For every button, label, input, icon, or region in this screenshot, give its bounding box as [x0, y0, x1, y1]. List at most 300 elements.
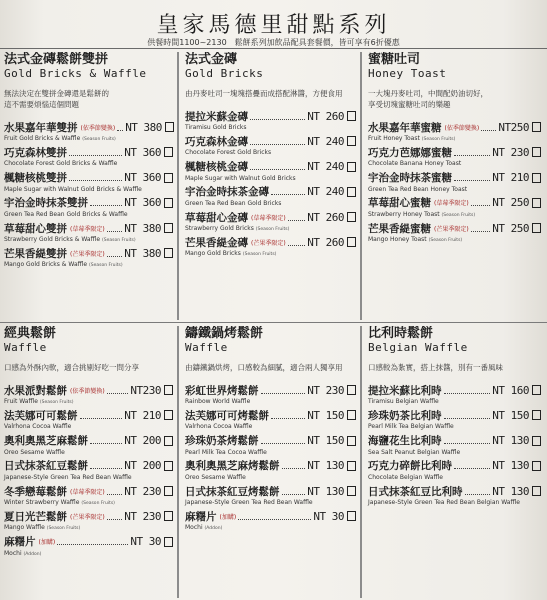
- item-price: NT 230: [492, 145, 529, 159]
- description-line: 由鑄鐵鍋烘烤，口感較為細膩，適合兩人獨享用: [185, 363, 343, 372]
- item-price: NT 160: [492, 383, 529, 397]
- item-price: NT 130: [307, 459, 344, 473]
- order-checkbox[interactable]: [347, 237, 356, 247]
- order-checkbox[interactable]: [532, 436, 541, 446]
- dot-leader: [444, 418, 491, 419]
- menu-item-row: [4, 171, 173, 185]
- menu-item-row: [185, 383, 356, 397]
- dot-leader: [69, 180, 122, 181]
- item-price: NT250: [498, 120, 529, 134]
- item-english-label: Japanese-Style Green Tea Red Bean Waffle: [185, 499, 313, 507]
- menu-item-row: [4, 383, 173, 397]
- order-checkbox[interactable]: [347, 486, 356, 496]
- menu-item: [4, 120, 173, 145]
- menu-item-row: [4, 408, 173, 422]
- item-name: 草莓甜心金磚: [185, 211, 248, 224]
- item-english-label: Fruit Waffle: [4, 398, 38, 405]
- item-price: NT 230: [124, 484, 161, 498]
- item-english-name: [185, 174, 356, 183]
- item-tag: (芒果季限定): [434, 225, 469, 233]
- section-description: [185, 88, 356, 99]
- menu-item-row: [368, 120, 541, 134]
- item-name: 海鹽花生比利時: [368, 435, 442, 448]
- order-checkbox[interactable]: [164, 223, 173, 233]
- menu-item: [368, 171, 541, 196]
- item-season-note: (Season Fruits): [242, 252, 277, 258]
- item-tag: (草莓季限定): [251, 214, 286, 222]
- dot-leader: [261, 443, 306, 444]
- dot-leader: [271, 194, 305, 195]
- order-checkbox[interactable]: [164, 198, 173, 208]
- item-english-label: Sea Salt Peanut Belgian Waffle: [368, 448, 461, 456]
- order-checkbox[interactable]: [347, 162, 356, 172]
- item-price: NT 130: [492, 434, 529, 448]
- order-checkbox[interactable]: [164, 173, 173, 183]
- order-checkbox[interactable]: [164, 248, 173, 258]
- menu-item: [4, 145, 173, 170]
- item-tag: (芒果季限定): [70, 513, 105, 521]
- item-english-name: [4, 498, 173, 508]
- dot-leader: [282, 468, 306, 469]
- item-tag: (草莓季限定): [434, 200, 469, 208]
- dot-leader: [107, 231, 123, 232]
- order-checkbox[interactable]: [347, 111, 356, 121]
- item-english-name: [4, 260, 173, 270]
- item-english-label: Maple Sugar with Walnut Gold Bricks & Waffle: [4, 185, 142, 193]
- item-name: 麻糬片: [4, 536, 36, 549]
- item-name: 奧利奧黑芝麻烤鬆餅: [185, 460, 280, 473]
- section-title-zh: 法式金磚: [185, 52, 238, 67]
- dot-leader: [80, 418, 123, 419]
- section-title-zh: 經典鬆餅: [4, 326, 57, 341]
- item-english-name: [368, 422, 541, 431]
- item-name: 麻糬片: [185, 510, 217, 523]
- item-price: NT 260: [307, 235, 344, 249]
- dot-leader: [454, 155, 490, 156]
- menu-item-row: [185, 134, 356, 148]
- order-checkbox[interactable]: [164, 385, 173, 395]
- dot-leader: [465, 494, 491, 495]
- item-price: NT 250: [492, 196, 529, 210]
- order-checkbox[interactable]: [164, 486, 173, 496]
- description-line: 享受切塊蜜糖吐司的樂趣: [368, 100, 451, 109]
- order-checkbox[interactable]: [164, 147, 173, 157]
- order-checkbox[interactable]: [347, 461, 356, 471]
- item-season-note: (Season Fruits): [101, 238, 136, 244]
- item-price: NT 210: [124, 408, 161, 422]
- menu-item: [4, 535, 173, 560]
- section-gold-bricks-waffle: [0, 52, 177, 320]
- menu-item: [4, 246, 173, 271]
- item-name: 巧克力芭娜娜蜜糖: [368, 146, 452, 159]
- item-season-note: (Season Fruits): [428, 238, 463, 244]
- item-name: 水果嘉年華蜜糖: [368, 121, 442, 134]
- menu-item-row: [4, 434, 173, 448]
- menu-item: [185, 408, 356, 433]
- item-price: NT 200: [124, 459, 161, 473]
- section-description: [4, 362, 173, 373]
- item-price: NT230: [130, 383, 161, 397]
- item-tag: (依季節變換): [70, 387, 105, 395]
- item-english-label: Oreo Sesame Waffle: [4, 448, 65, 456]
- section-title-zh: 蜜糖吐司: [368, 52, 421, 67]
- section-title-zh: 法式金磚鬆餅雙拼: [4, 52, 109, 67]
- item-list: [4, 120, 173, 272]
- dot-leader: [271, 418, 305, 419]
- item-english-label: Japanese-Style Green Tea Red Bean Waffle: [4, 473, 132, 481]
- menu-item-row: [4, 120, 173, 134]
- menu-item-row: [4, 484, 173, 498]
- item-price: NT 260: [307, 210, 344, 224]
- item-name: 法芙娜可可烤鬆餅: [185, 409, 269, 422]
- item-english-label: Strawberry Honey Toast: [368, 210, 440, 218]
- menu-item: [185, 434, 356, 459]
- item-name: 芒果香緹金磚: [185, 236, 248, 249]
- item-english-label: Green Tea Red Bean Gold Bricks & Waffle: [4, 210, 128, 218]
- dot-leader: [107, 393, 129, 394]
- item-name: 水果嘉年華雙拼: [4, 121, 78, 134]
- item-price: NT 360: [124, 145, 161, 159]
- item-price: NT 230: [124, 509, 161, 523]
- description-line: 由丹麥吐司一塊塊搭疊而成搭配淋醬，方便食用: [185, 89, 343, 98]
- order-checkbox[interactable]: [532, 461, 541, 471]
- item-english-name: [368, 235, 541, 245]
- item-tag: (芒果季限定): [70, 250, 105, 258]
- menu-item: [185, 484, 356, 509]
- item-english-label: Mango Honey Toast: [368, 236, 427, 244]
- dot-leader: [90, 443, 122, 444]
- item-english-label: Mango Gold Bricks & Waffle: [4, 261, 88, 269]
- item-english-name: [185, 123, 356, 132]
- item-name: 草莓甜心蜜糖: [368, 197, 431, 210]
- section-title-zh: 比利時鬆餅: [368, 326, 434, 341]
- menu-item: [368, 484, 541, 509]
- item-english-name: [185, 397, 356, 406]
- order-checkbox[interactable]: [347, 436, 356, 446]
- item-tag: (草莓季限定): [70, 488, 105, 496]
- item-list: [185, 383, 356, 535]
- item-price: NT 240: [307, 134, 344, 148]
- menu-item-row: [4, 509, 173, 523]
- order-checkbox[interactable]: [347, 212, 356, 222]
- order-checkbox[interactable]: [164, 461, 173, 471]
- item-tag: (依季節變換): [444, 124, 480, 132]
- order-checkbox[interactable]: [164, 436, 173, 446]
- section-title-en: Belgian Waffle: [368, 341, 468, 354]
- item-english-label: Mochi: [4, 549, 22, 557]
- menu-item-row: [368, 196, 541, 210]
- menu-item: [185, 160, 356, 185]
- dot-leader: [288, 220, 306, 221]
- item-english-name: [4, 185, 173, 194]
- item-english-label: Green Tea Red Bean Honey Toast: [368, 185, 468, 193]
- order-checkbox[interactable]: [532, 410, 541, 420]
- section-title-en: Waffle: [185, 341, 228, 354]
- section-honey-toast: [360, 52, 545, 320]
- dot-leader: [454, 180, 490, 181]
- dot-leader: [250, 144, 305, 145]
- menu-item: [185, 235, 356, 260]
- menu-item-row: [185, 434, 356, 448]
- item-price: NT 150: [492, 408, 529, 422]
- menu-item-row: [368, 408, 541, 422]
- item-english-label: Chocolate Forest Gold Bricks: [185, 149, 272, 157]
- item-season-note: (Season Fruits): [81, 501, 115, 507]
- item-english-name: [185, 249, 356, 259]
- item-season-note: (Season Fruits): [46, 526, 81, 532]
- order-checkbox[interactable]: [347, 187, 356, 197]
- section-title-en: Honey Toast: [368, 67, 447, 80]
- item-tag: (草莓季限定): [70, 225, 105, 233]
- item-english-name: [4, 397, 173, 407]
- menu-item: [368, 459, 541, 484]
- item-name: 草莓甜心雙拼: [4, 222, 67, 235]
- order-checkbox[interactable]: [165, 122, 174, 132]
- menu-item-row: [185, 459, 356, 473]
- section-belgian-waffle: [360, 326, 545, 598]
- dot-leader: [69, 155, 122, 156]
- menu-item: [4, 434, 173, 459]
- section-description: [368, 88, 541, 110]
- item-english-label: Strawberry Gold Bricks: [185, 225, 254, 233]
- description-line: 一大塊丹麥吐司，中間配奶油切好，: [368, 89, 488, 98]
- section-title-en: Gold Bricks: [185, 67, 264, 80]
- item-english-name: [4, 523, 173, 533]
- order-checkbox[interactable]: [532, 198, 541, 208]
- dot-leader: [107, 256, 123, 257]
- menu-item-row: [185, 160, 356, 174]
- menu-subtitle: 供餐時間1100~2130 鬆餅系列加飲品配具套餐價，皆可享有6折優惠: [147, 38, 400, 47]
- section-description: [368, 362, 541, 373]
- dot-leader: [444, 393, 491, 394]
- item-english-label: Mango Waffle: [4, 524, 45, 532]
- item-name: 楓糖核桃金磚: [185, 161, 248, 174]
- section-title-zh: 鑄鐵鍋烤鬆餅: [185, 326, 264, 341]
- item-name: 珍珠奶茶比利時: [368, 409, 442, 422]
- item-name: 夏日光芒鬆餅: [4, 510, 67, 523]
- dot-leader: [454, 468, 490, 469]
- dot-leader: [471, 205, 491, 206]
- item-name: 水果派對鬆餅: [4, 384, 67, 397]
- item-english-name: [4, 422, 173, 431]
- order-checkbox[interactable]: [532, 486, 541, 496]
- dot-leader: [238, 519, 311, 520]
- menu-item-row: [368, 459, 541, 473]
- item-list: [368, 120, 541, 246]
- order-checkbox[interactable]: [532, 173, 541, 183]
- item-english-label: Valrhona Cocoa Waffle: [185, 423, 253, 431]
- item-english-name: [4, 549, 173, 559]
- menu-item-row: [185, 484, 356, 498]
- item-english-name: [185, 498, 356, 507]
- menu-item: [185, 509, 356, 534]
- menu-item: [368, 383, 541, 408]
- menu-item-row: [185, 185, 356, 199]
- item-name: 彩虹世界烤鬆餅: [185, 384, 259, 397]
- item-price: NT 230: [307, 383, 344, 397]
- order-checkbox[interactable]: [164, 511, 173, 521]
- item-english-label: Chocolate Banana Honey Toast: [368, 160, 462, 168]
- item-english-label: Valrhona Cocoa Waffle: [4, 423, 72, 431]
- item-english-label: Pearl Milk Tea Belgian Waffle: [368, 423, 454, 431]
- menu-item: [185, 383, 356, 408]
- item-name: 法芙娜可可鬆餅: [4, 409, 78, 422]
- menu-item-row: [185, 109, 356, 123]
- item-english-name: [4, 473, 173, 482]
- menu-item: [368, 145, 541, 170]
- item-name: 宇治金時抹茶金磚: [185, 186, 269, 199]
- item-english-label: Tiramisu Belgian Waffle: [368, 398, 439, 405]
- menu-item: [4, 383, 173, 408]
- item-english-name: [4, 235, 173, 245]
- menu-item: [4, 459, 173, 484]
- item-name: 芒果香緹蜜糖: [368, 222, 431, 235]
- item-price: NT 360: [124, 171, 161, 185]
- description-line: 無法決定在雙拼金磚還是鬆餅的: [4, 89, 109, 98]
- item-name: 提拉米蘇金磚: [185, 110, 248, 123]
- item-season-note: (Addon): [23, 551, 42, 557]
- item-english-name: [185, 473, 356, 482]
- item-english-name: [368, 498, 541, 507]
- item-price: NT 240: [307, 185, 344, 199]
- menu-item: [185, 210, 356, 235]
- order-checkbox[interactable]: [347, 511, 356, 521]
- item-price: NT 380: [124, 221, 161, 235]
- item-list: [185, 109, 356, 261]
- menu-item: [4, 484, 173, 509]
- item-price: NT 250: [492, 221, 529, 235]
- order-checkbox[interactable]: [532, 385, 541, 395]
- item-tag: (加購): [219, 513, 237, 521]
- item-price: NT 380: [125, 120, 162, 134]
- item-list: [368, 383, 541, 509]
- section-cast-iron-waffle: [177, 326, 360, 598]
- description-line: 口感為外酥內軟，適合挑剔好吃一問分享: [4, 363, 139, 372]
- item-season-note: (Season Fruits): [82, 137, 116, 142]
- item-season-note: (Season Fruits): [255, 227, 290, 233]
- dot-leader: [282, 494, 306, 495]
- item-name: 冬季戀莓鬆餅: [4, 485, 67, 498]
- item-english-label: Fruit Gold Bricks & Waffle: [4, 135, 81, 142]
- item-english-name: [185, 148, 356, 157]
- menu-item-row: [4, 535, 173, 549]
- order-checkbox[interactable]: [164, 410, 173, 420]
- item-price: NT 30: [313, 509, 344, 523]
- menu-item-row: [368, 221, 541, 235]
- menu-item-row: [4, 221, 173, 235]
- item-price: NT 360: [124, 196, 161, 210]
- item-name: 日式抹茶紅豆鬆餅: [4, 460, 88, 473]
- section-classic-waffle: [0, 326, 177, 598]
- order-checkbox[interactable]: [347, 410, 356, 420]
- item-english-name: [368, 185, 541, 194]
- section-title-en: Waffle: [4, 341, 47, 354]
- item-name: 巧克森林雙拼: [4, 146, 67, 159]
- menu-item: [368, 221, 541, 246]
- menu-item-row: [368, 434, 541, 448]
- menu-item-row: [368, 171, 541, 185]
- dot-leader: [250, 119, 305, 120]
- menu-item: [368, 408, 541, 433]
- menu-item: [368, 196, 541, 221]
- item-english-label: Oreo Sesame Waffle: [185, 473, 246, 481]
- item-price: NT 130: [492, 484, 529, 498]
- item-name: 提拉米蘇比利時: [368, 384, 442, 397]
- item-name: 宇治金時抹茶蜜糖: [368, 172, 452, 185]
- dot-leader: [261, 393, 306, 394]
- item-season-note: (Season Fruits): [441, 212, 476, 218]
- header-divider: [0, 48, 547, 49]
- item-price: NT 210: [492, 171, 529, 185]
- menu-item: [185, 459, 356, 484]
- item-english-label: Japanese-Style Green Tea Red Bean Belgian Waffle: [368, 499, 520, 507]
- dot-leader: [90, 468, 122, 469]
- order-checkbox[interactable]: [164, 537, 173, 547]
- order-checkbox[interactable]: [532, 147, 541, 157]
- row-divider: [0, 322, 547, 323]
- item-english-name: [185, 422, 356, 431]
- item-english-label: Chocolate Belgian Waffle: [368, 473, 443, 481]
- item-name: 宇治金時抹茶雙拼: [4, 197, 88, 210]
- menu-item-row: [4, 459, 173, 473]
- item-name: 巧克森林金磚: [185, 135, 248, 148]
- dot-leader: [250, 169, 305, 170]
- menu-item-row: [368, 383, 541, 397]
- order-checkbox[interactable]: [532, 122, 541, 132]
- menu-item-row: [4, 145, 173, 159]
- item-season-note: (Season Fruits): [39, 400, 74, 405]
- item-price: NT 150: [307, 434, 344, 448]
- dot-leader: [481, 130, 496, 131]
- item-tag: (加購): [38, 539, 56, 547]
- item-price: NT 130: [307, 484, 344, 498]
- menu-title: 皇家馬德里甜點系列: [156, 13, 391, 38]
- item-english-label: Winter Strawberry Waffle: [4, 499, 80, 507]
- item-english-name: [4, 159, 173, 168]
- item-name: 日式抹茶紅豆烤鬆餅: [185, 485, 280, 498]
- item-english-label: Mochi: [185, 524, 203, 532]
- item-english-label: Rainbow World Waffle: [185, 398, 251, 405]
- menu-item: [185, 109, 356, 134]
- menu-item: [4, 171, 173, 196]
- item-name: 楓糖核桃雙拼: [4, 172, 67, 185]
- item-english-name: [368, 210, 541, 220]
- item-english-label: Green Tea Red Bean Gold Bricks: [185, 199, 282, 207]
- item-english-name: [368, 134, 541, 144]
- menu-item-row: [368, 484, 541, 498]
- order-checkbox[interactable]: [532, 223, 541, 233]
- dot-leader: [57, 544, 128, 545]
- order-checkbox[interactable]: [347, 385, 356, 395]
- item-name: 日式抹茶紅豆比利時: [368, 485, 463, 498]
- item-english-name: [4, 448, 173, 457]
- description-line: 這不需要煩惱這個問題: [4, 100, 79, 109]
- item-english-name: [368, 448, 541, 457]
- item-english-name: [4, 210, 173, 219]
- item-price: NT 200: [124, 434, 161, 448]
- item-english-name: [368, 397, 541, 406]
- item-english-name: [185, 523, 356, 533]
- item-price: NT 150: [307, 408, 344, 422]
- item-season-note: (Season Fruits): [89, 263, 123, 269]
- item-english-label: Pearl Milk Tea Cocoa Waffle: [185, 448, 267, 456]
- dot-leader: [471, 231, 491, 232]
- item-english-name: [185, 224, 356, 234]
- item-season-note: (Season Fruits): [421, 137, 456, 142]
- menu-item: [4, 408, 173, 433]
- dot-leader: [107, 494, 123, 495]
- order-checkbox[interactable]: [347, 136, 356, 146]
